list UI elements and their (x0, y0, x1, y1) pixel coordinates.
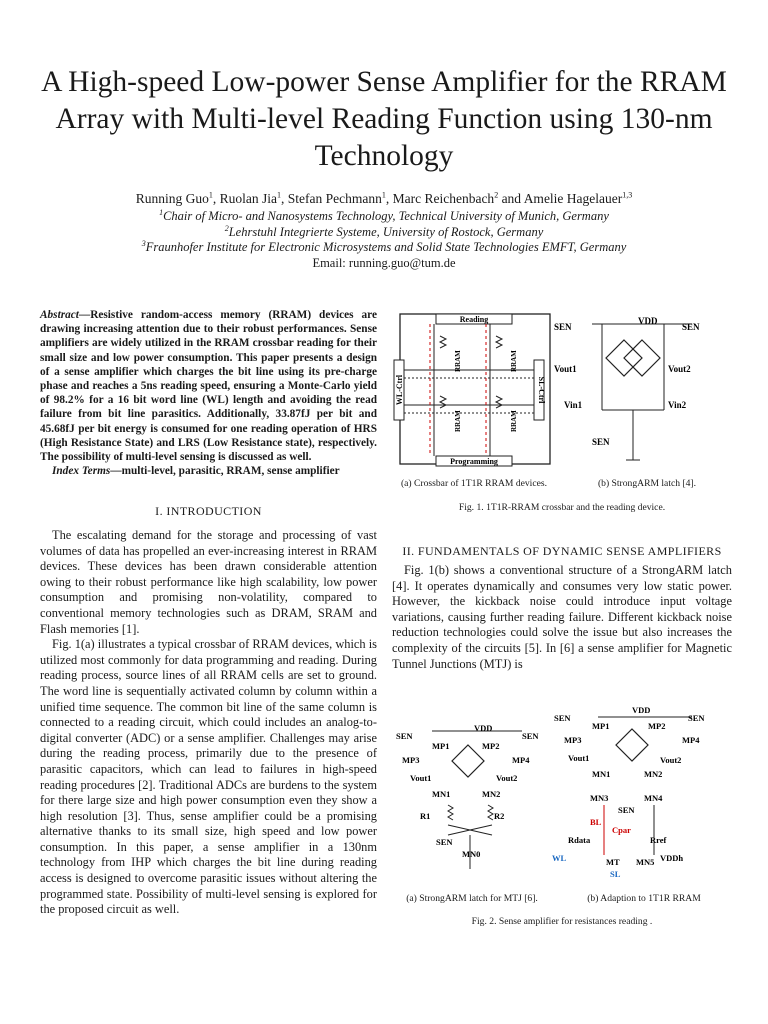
rram-1i: RRAM (510, 350, 518, 372)
svg-text:SEN: SEN (436, 837, 453, 847)
strongarm-mtj-diagram (396, 723, 539, 869)
author-name: Marc Reichenbach (392, 191, 495, 206)
abstract-text: —Resistive random-access memory (RRAM) devices are drawing increasing attention due to their robust performances. Sense amplifiers are widely utilized in the RRAM crossbar reading for their small size and low power consumption. This paper presents a design of a sense amplifier which charges the bit line using its pre-charge phase and reaches a 5ns reading speed, ensuring a Monte-Carlo yield of 98.2% for a 16 bit word line (WL) length and avoiding the read failure from bit line parasitics. Additionally, 33.87fJ per bit and 45.68fJ per bit energy is consumed for one reading operation of HRS (High Resistance State) and LRS (Low Resistance state), respectively. The possibility of multi-level sensing is discussed as well. (40, 309, 377, 464)
svg-text:MN2: MN2 (482, 789, 501, 799)
paragraph: The escalating demand for the storage and processing of vast volumes of data has propelled an ever-increasing interest in RRAM devices. These devices has been drawn considerable attention owing to their robust performance like high scalability, low power consumption and promising non-volatility, compared to conventional memory technologies such as DRAM, SRAM and Flash memories [1]. (40, 528, 377, 636)
author-affiliation-mark: 2 (494, 190, 499, 200)
svg-text:MN4: MN4 (644, 793, 663, 803)
svg-text:SEN: SEN (592, 437, 610, 447)
svg-text:Vout2: Vout2 (660, 755, 682, 765)
email: Email: running.guo@tum.de (312, 256, 456, 270)
paper-title: A High-speed Low-power Sense Amplifier for the RRAM Array with Multi-level Reading Function using 130-nm Technology (41, 66, 727, 172)
svg-text:SEN: SEN (396, 731, 413, 741)
author-name: Stefan Pechmann (287, 191, 382, 206)
section-1-heading: I. INTRODUCTION (155, 504, 262, 518)
fig2-caption: Fig. 2. Sense amplifier for resistances reading . (471, 916, 653, 927)
affiliation-3: $^3$Fraunhofer Institute for Electronic Microsystems and Solid State Technologies EMFT, Germany (141, 238, 627, 254)
rram-ii: RRAM (510, 410, 518, 432)
svg-text:MN1: MN1 (592, 769, 611, 779)
strongarm-latch-diagram (554, 316, 700, 460)
svg-text:VDD: VDD (638, 316, 658, 326)
paragraph: Fig. 1(a) illustrates a typical crossbar of RRAM devices, which is utilized most commonly for data programming and reading. During reading process, source lines of all RRAM cells are set to ground. The word line is sequentially activated column by column within a unified time sequence. The common bit line of the same column is connected to a reading circuit, which could includes an analog-to-digital converter (ADC) or a sense amplifier. Challenges may arise during the reading process, primarily due to the presence of parasitic capacitors, which can lead to failures in high-speed reading procedures [2]. Traditional ADCs are burdens to the system for there large size and high power consumption even they show a high resolution [3]. Thus, sense amplifier could be a promising alternative thanks to its small size, high speed and low power consumption. In this paper, a sense amplifier in a 130nm technology from IHP which charges the bit line during reading access is designed to overcome parasitic issues without altering the programmed state. Possibility of multi-level sensing is explored for the proposed circuit as well. (40, 637, 377, 917)
affiliation-1: $^1$Chair of Micro- and Nanosystems Technology, Technical University of Munich, Germany (159, 207, 609, 223)
fig1-caption: Fig. 1. 1T1R-RRAM crossbar and the reading device. (458, 502, 666, 513)
fig2-sub-a: (a) StrongARM latch for MTJ [6]. (406, 893, 538, 904)
svg-text:MP1: MP1 (432, 741, 450, 751)
abstract (40, 308, 377, 478)
author-affiliation-mark: 1,3 (622, 190, 633, 200)
svg-text:MN5: MN5 (636, 857, 655, 867)
svg-text:MP2: MP2 (648, 721, 666, 731)
author-list: Running Guo$^1$, Ruolan Jia$^1$, Stefan Pechmann$^1$, Marc Reichenbach$^2$ and Amelie Hagelauer$^{1,3}$ (135, 190, 633, 206)
wl-ctrl-label: WL-Ctrl (395, 374, 404, 406)
svg-text:Vout2: Vout2 (668, 364, 691, 374)
reading-label: Reading (459, 315, 489, 324)
figure-1 (392, 310, 732, 490)
figure-2 (392, 705, 732, 885)
author-affiliation-mark: 1 (208, 190, 213, 200)
svg-text:Vin2: Vin2 (668, 400, 687, 410)
fig1-sub-b: (b) StrongARM latch [4]. (597, 478, 697, 489)
svg-text:VDDh: VDDh (660, 853, 684, 863)
svg-text:SEN: SEN (618, 805, 635, 815)
svg-text:Vout1: Vout1 (410, 773, 432, 783)
abstract-lead: Abstract (40, 309, 79, 321)
svg-text:SEN: SEN (682, 322, 700, 332)
rram-i1: RRAM (454, 410, 462, 432)
svg-text:MP4: MP4 (512, 755, 530, 765)
svg-text:MN0: MN0 (462, 849, 481, 859)
svg-text:MP3: MP3 (402, 755, 420, 765)
svg-text:R1: R1 (420, 811, 431, 821)
crossbar-diagram (394, 314, 550, 466)
svg-text:Vout1: Vout1 (554, 364, 577, 374)
section-1-body (40, 528, 377, 918)
svg-text:MP2: MP2 (482, 741, 500, 751)
svg-text:MN1: MN1 (432, 789, 451, 799)
svg-text:MN3: MN3 (590, 793, 609, 803)
svg-text:MT: MT (606, 857, 620, 867)
author-name: Running Guo (135, 191, 209, 206)
svg-text:SEN: SEN (522, 731, 539, 741)
svg-text:BL: BL (590, 817, 602, 827)
svg-text:Vout2: Vout2 (496, 773, 518, 783)
index-terms: Index Terms—multi-level, parasitic, RRAM, sense amplifier (52, 465, 340, 478)
svg-text:Rref: Rref (650, 835, 667, 845)
svg-text:MN2: MN2 (644, 769, 663, 779)
paragraph: Fig. 1(b) shows a conventional structure of a StrongARM latch [4]. It operates dynamically and consumes very low static power. However, the kickback noise could introduce input voltage variations, causing further reading failure. Different kickback noise reduction technologies could solve the issue but also increases the complexity of the circuits [5]. In [6] a sense amplifier for Magnetic Tunnel Junctions (MTJ) is (392, 563, 732, 671)
svg-text:VDD: VDD (632, 705, 651, 715)
svg-text:Cpar: Cpar (612, 825, 631, 835)
rram-11: RRAM (454, 350, 462, 372)
fig1-sub-a: (a) Crossbar of 1T1R RRAM devices. (400, 478, 547, 489)
svg-text:SEN: SEN (554, 322, 572, 332)
author-name: Amelie Hagelauer (523, 191, 623, 206)
svg-text:MP4: MP4 (682, 735, 700, 745)
svg-text:Vin1: Vin1 (564, 400, 583, 410)
affiliation-2: $^2$Lehrstuhl Integrierte Systeme, University of Rostock, Germany (224, 223, 544, 239)
svg-text:WL: WL (552, 853, 567, 863)
rram-adaptation-diagram (552, 705, 705, 879)
svg-text:Vout1: Vout1 (568, 753, 590, 763)
svg-text:SL: SL (610, 869, 621, 879)
svg-text:R2: R2 (494, 811, 505, 821)
fig2-sub-b: (b) Adaption to 1T1R RRAM (587, 893, 701, 904)
section-2-body (392, 563, 732, 672)
section-2-heading: II. FUNDAMENTALS OF DYNAMIC SENSE AMPLIFIERS (402, 544, 722, 558)
author-name: Ruolan Jia (219, 191, 277, 206)
svg-text:Rdata: Rdata (568, 835, 591, 845)
svg-text:MP1: MP1 (592, 721, 610, 731)
svg-text:SEN: SEN (688, 713, 705, 723)
programming-label: Programming (450, 457, 498, 466)
author-affiliation-mark: 1 (381, 190, 386, 200)
sl-ctrl-label: SL-Ctrl (537, 376, 546, 404)
author-affiliation-mark: 1 (277, 190, 281, 200)
svg-text:VDD: VDD (474, 723, 493, 733)
svg-text:SEN: SEN (554, 713, 571, 723)
svg-text:MP3: MP3 (564, 735, 582, 745)
